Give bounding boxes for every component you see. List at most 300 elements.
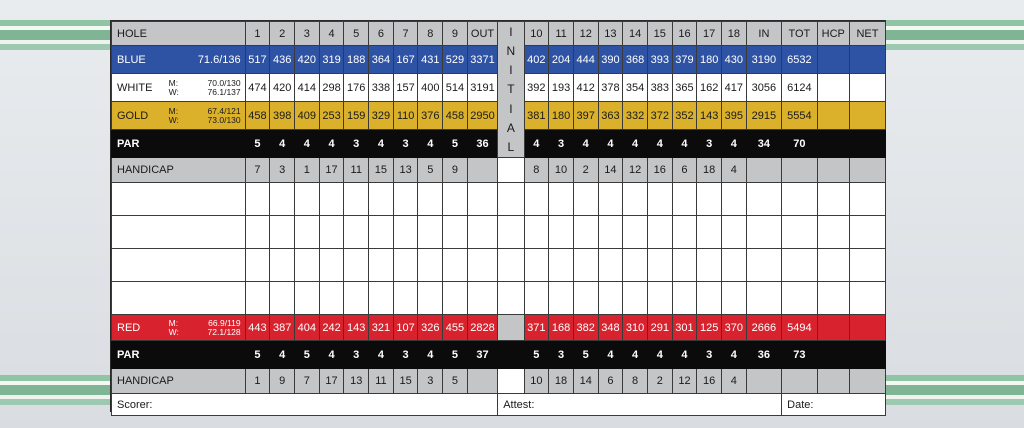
hole-number: 8 [418, 22, 443, 46]
total-yardage: 6124 [782, 74, 817, 102]
score-cell[interactable] [647, 249, 672, 282]
total-yardage: 5494 [782, 315, 817, 341]
score-cell[interactable] [498, 216, 524, 249]
par-out: 36 [467, 130, 497, 158]
par-cell: 4 [623, 130, 648, 158]
hole-number: 12 [573, 22, 598, 46]
par-cell: 4 [598, 341, 623, 369]
score-cell[interactable] [672, 249, 697, 282]
net-label: NET [849, 22, 885, 46]
yardage-cell: 110 [393, 102, 418, 130]
player-name-cell[interactable] [112, 216, 246, 249]
yardage-cell: 376 [418, 102, 443, 130]
score-cell[interactable] [697, 282, 722, 315]
score-cell[interactable] [672, 183, 697, 216]
yardage-cell: 321 [369, 315, 394, 341]
par-cell: 3 [393, 341, 418, 369]
net-cell[interactable] [849, 102, 885, 130]
total-yardage: 5554 [782, 102, 817, 130]
par-cell: 4 [270, 341, 295, 369]
score-cell[interactable] [647, 183, 672, 216]
yardage-cell: 409 [295, 102, 320, 130]
yardage-cell: 390 [598, 46, 623, 74]
score-cell[interactable] [295, 216, 320, 249]
yardage-cell: 363 [598, 102, 623, 130]
score-cell[interactable] [319, 249, 344, 282]
yardage-cell: 398 [270, 102, 295, 130]
yardage-cell: 378 [598, 74, 623, 102]
hole-number: 15 [647, 22, 672, 46]
par-cell: 4 [270, 130, 295, 158]
score-cell[interactable] [849, 216, 885, 249]
score-cell[interactable] [817, 183, 849, 216]
handicap-cell: 2 [573, 158, 598, 183]
par-cell: 5 [443, 341, 468, 369]
par-cell: 3 [344, 341, 369, 369]
handicap-in [746, 369, 781, 394]
score-cell[interactable] [746, 183, 781, 216]
yardage-cell: 348 [598, 315, 623, 341]
gender-label: M: [168, 317, 179, 328]
score-cell[interactable] [498, 282, 524, 315]
score-cell[interactable] [817, 216, 849, 249]
score-cell[interactable] [623, 249, 648, 282]
signature-row [112, 394, 886, 416]
yardage-cell: 414 [295, 74, 320, 102]
tee-name-cell-gold [112, 102, 246, 130]
score-cell[interactable] [849, 183, 885, 216]
score-cell[interactable] [467, 282, 497, 315]
yardage-cell: 352 [672, 102, 697, 130]
yardage-cell: 168 [549, 315, 574, 341]
score-cell[interactable] [598, 282, 623, 315]
score-cell[interactable] [647, 216, 672, 249]
handicap-cell: 13 [344, 369, 369, 394]
par-cell: 5 [245, 130, 270, 158]
hole-number: 17 [697, 22, 722, 46]
yardage-cell: 180 [549, 102, 574, 130]
score-cell[interactable] [245, 183, 270, 216]
score-cell[interactable] [598, 216, 623, 249]
handicap-cell: 6 [672, 158, 697, 183]
tee-name: WHITE [117, 81, 153, 94]
handicap-cell: 9 [443, 158, 468, 183]
par-cell: 3 [549, 341, 574, 369]
tee-rating-line [169, 88, 241, 97]
score-cell[interactable] [623, 216, 648, 249]
score-cell[interactable] [722, 216, 747, 249]
score-cell[interactable] [849, 249, 885, 282]
handicap-cell: 14 [573, 369, 598, 394]
tee-name: RED [117, 321, 141, 334]
net-cell[interactable] [849, 130, 885, 158]
score-cell[interactable] [319, 216, 344, 249]
score-cell[interactable] [245, 249, 270, 282]
yardage-cell: 392 [524, 74, 549, 102]
net-cell[interactable] [849, 341, 885, 369]
score-cell[interactable] [549, 216, 574, 249]
score-cell[interactable] [245, 282, 270, 315]
net-cell[interactable] [849, 74, 885, 102]
score-cell[interactable] [369, 216, 394, 249]
score-cell[interactable] [418, 183, 443, 216]
hole-label: HOLE [112, 22, 246, 46]
handicap-net [849, 158, 885, 183]
par-cell: 3 [344, 130, 369, 158]
yardage-cell: 319 [319, 46, 344, 74]
handicap-cell: 1 [295, 158, 320, 183]
score-cell[interactable] [782, 282, 817, 315]
par-cell: 5 [524, 341, 549, 369]
score-cell[interactable] [746, 249, 781, 282]
yardage-cell: 157 [393, 74, 418, 102]
handicap-cell: 17 [319, 158, 344, 183]
score-cell[interactable] [524, 216, 549, 249]
handicap-cell: 3 [270, 158, 295, 183]
score-cell[interactable] [498, 249, 524, 282]
yardage-cell: 387 [270, 315, 295, 341]
score-cell[interactable] [782, 216, 817, 249]
date-field[interactable]: Date: [782, 394, 886, 416]
score-cell[interactable] [443, 282, 468, 315]
score-cell[interactable] [443, 183, 468, 216]
par-cell: 4 [319, 341, 344, 369]
par-cell: 3 [697, 130, 722, 158]
handicap-cell: 4 [722, 158, 747, 183]
yardage-cell: 125 [697, 315, 722, 341]
initial-letter: A [506, 121, 515, 136]
initial-column[interactable] [498, 22, 524, 158]
yardage-cell: 338 [369, 74, 394, 102]
yardage-cell: 393 [647, 46, 672, 74]
par-cell: 4 [647, 130, 672, 158]
score-cell[interactable] [524, 282, 549, 315]
par-cell: 4 [418, 341, 443, 369]
score-cell[interactable] [393, 183, 418, 216]
score-cell[interactable] [443, 216, 468, 249]
handicap-cell: 15 [369, 158, 394, 183]
score-cell[interactable] [746, 216, 781, 249]
yardage-cell: 143 [697, 102, 722, 130]
handicap-in [746, 158, 781, 183]
handicap-cell: 4 [722, 369, 747, 394]
score-cell[interactable] [270, 183, 295, 216]
score-cell[interactable] [393, 216, 418, 249]
tee-name-cell-blue [112, 46, 246, 74]
score-cell[interactable] [344, 249, 369, 282]
par-cell: 4 [647, 341, 672, 369]
par-cell: 3 [549, 130, 574, 158]
in-yardage: 2915 [746, 102, 781, 130]
in-yardage: 2666 [746, 315, 781, 341]
player-name-cell[interactable] [112, 183, 246, 216]
yardage-cell: 383 [647, 74, 672, 102]
score-cell[interactable] [344, 282, 369, 315]
score-cell[interactable] [549, 282, 574, 315]
yardage-cell: 298 [319, 74, 344, 102]
attest-field[interactable]: Attest: [498, 394, 782, 416]
initial-cell[interactable] [498, 158, 524, 183]
hole-number: 7 [393, 22, 418, 46]
handicap-cell: 10 [549, 158, 574, 183]
handicap-cell: 8 [524, 158, 549, 183]
score-cell[interactable] [270, 282, 295, 315]
yardage-cell: 443 [245, 315, 270, 341]
score-cell[interactable] [817, 282, 849, 315]
hole-number: 18 [722, 22, 747, 46]
par-cell: 4 [295, 130, 320, 158]
yardage-cell: 455 [443, 315, 468, 341]
score-cell[interactable] [393, 249, 418, 282]
score-cell[interactable] [549, 249, 574, 282]
score-cell[interactable] [295, 249, 320, 282]
score-cell[interactable] [573, 216, 598, 249]
player-score-row [112, 183, 886, 216]
initial-cell[interactable] [498, 315, 524, 341]
score-cell[interactable] [369, 282, 394, 315]
hcp-cell[interactable] [817, 315, 849, 341]
handicap-row [112, 369, 886, 394]
yardage-cell: 417 [722, 74, 747, 102]
handicap-cell: 5 [443, 369, 468, 394]
handicap-tot [782, 369, 817, 394]
out-yardage: 2950 [467, 102, 497, 130]
tee-rating: 76.1/137 [207, 86, 241, 97]
par-cell: 4 [524, 130, 549, 158]
handicap-cell: 12 [672, 369, 697, 394]
handicap-cell: 11 [344, 158, 369, 183]
initial-letter: I [509, 63, 513, 78]
score-cell[interactable] [623, 282, 648, 315]
yardage-cell: 402 [524, 46, 549, 74]
tee-name-cell-white [112, 74, 246, 102]
gender-label: M: [168, 105, 179, 116]
yardage-cell: 381 [524, 102, 549, 130]
handicap-cell: 3 [418, 369, 443, 394]
yardage-cell: 420 [270, 74, 295, 102]
score-cell[interactable] [418, 216, 443, 249]
par-cell: 4 [672, 130, 697, 158]
score-cell[interactable] [319, 282, 344, 315]
yardage-cell: 368 [623, 46, 648, 74]
score-cell[interactable] [467, 183, 497, 216]
par-total: 73 [782, 341, 817, 369]
yardage-cell: 364 [369, 46, 394, 74]
player-score-row [112, 282, 886, 315]
hcp-label: HCP [817, 22, 849, 46]
score-cell[interactable] [672, 216, 697, 249]
score-cell[interactable] [393, 282, 418, 315]
score-cell[interactable] [573, 249, 598, 282]
score-cell[interactable] [270, 216, 295, 249]
yardage-cell: 370 [722, 315, 747, 341]
hcp-cell[interactable] [817, 130, 849, 158]
out-yardage: 3191 [467, 74, 497, 102]
yardage-cell: 444 [573, 46, 598, 74]
hcp-cell[interactable] [817, 74, 849, 102]
handicap-cell: 9 [270, 369, 295, 394]
score-cell[interactable] [443, 249, 468, 282]
handicap-cell: 12 [623, 158, 648, 183]
yardage-cell: 371 [524, 315, 549, 341]
yardage-cell: 420 [295, 46, 320, 74]
par-cell: 4 [598, 130, 623, 158]
handicap-cell: 10 [524, 369, 549, 394]
par-cell: 4 [319, 130, 344, 158]
hole-number: 10 [524, 22, 549, 46]
score-cell[interactable] [598, 183, 623, 216]
yardage-cell: 167 [393, 46, 418, 74]
initial-cell[interactable] [498, 369, 524, 394]
handicap-label: HANDICAP [112, 158, 246, 183]
initial-cell[interactable] [498, 341, 524, 369]
player-score-row [112, 249, 886, 282]
net-cell[interactable] [849, 315, 885, 341]
score-cell[interactable] [270, 249, 295, 282]
score-cell[interactable] [369, 249, 394, 282]
yardage-cell: 474 [245, 74, 270, 102]
tee-ratings [169, 319, 241, 337]
tee-rating: 70.0/130 [207, 77, 241, 88]
total-yardage: 6532 [782, 46, 817, 74]
score-cell[interactable] [849, 282, 885, 315]
score-cell[interactable] [697, 183, 722, 216]
handicap-cell: 7 [245, 158, 270, 183]
hcp-cell[interactable] [817, 102, 849, 130]
yardage-cell: 326 [418, 315, 443, 341]
score-cell[interactable] [573, 183, 598, 216]
initial-letter: I [509, 101, 513, 116]
handicap-cell: 5 [418, 158, 443, 183]
handicap-cell: 6 [598, 369, 623, 394]
score-cell[interactable] [319, 183, 344, 216]
yardage-cell: 412 [573, 74, 598, 102]
score-cell[interactable] [245, 216, 270, 249]
handicap-label: HANDICAP [112, 369, 246, 394]
score-cell[interactable] [573, 282, 598, 315]
par-cell: 4 [722, 130, 747, 158]
score-cell[interactable] [524, 183, 549, 216]
hole-number: 9 [443, 22, 468, 46]
par-in: 36 [746, 341, 781, 369]
score-cell[interactable] [722, 282, 747, 315]
score-cell[interactable] [418, 282, 443, 315]
yardage-cell: 242 [319, 315, 344, 341]
handicap-cell: 16 [697, 369, 722, 394]
par-cell: 4 [623, 341, 648, 369]
initial-letter: N [506, 43, 516, 58]
hcp-cell[interactable] [817, 46, 849, 74]
yardage-cell: 188 [344, 46, 369, 74]
yardage-cell: 253 [319, 102, 344, 130]
yardage-cell: 329 [369, 102, 394, 130]
score-cell[interactable] [817, 249, 849, 282]
net-cell[interactable] [849, 46, 885, 74]
hole-header-row [112, 22, 886, 46]
tee-rating-line [169, 328, 241, 337]
score-cell[interactable] [782, 183, 817, 216]
scorecard [110, 20, 886, 412]
par-cell: 3 [697, 341, 722, 369]
score-cell[interactable] [697, 249, 722, 282]
yardage-cell: 159 [344, 102, 369, 130]
gender-label: W: [168, 326, 179, 337]
score-cell[interactable] [672, 282, 697, 315]
score-cell[interactable] [746, 282, 781, 315]
hole-number: 1 [245, 22, 270, 46]
hole-number: 2 [270, 22, 295, 46]
yardage-cell: 458 [443, 102, 468, 130]
yardage-cell: 180 [697, 46, 722, 74]
score-cell[interactable] [598, 249, 623, 282]
score-cell[interactable] [467, 216, 497, 249]
tee-rating: 73.0/130 [207, 114, 241, 125]
par-cell: 5 [245, 341, 270, 369]
tee-name: BLUE [117, 53, 146, 66]
gender-label: M: [168, 77, 179, 88]
out-yardage: 2828 [467, 315, 497, 341]
par-out: 37 [467, 341, 497, 369]
initial-label [498, 22, 523, 157]
out-label: OUT [467, 22, 497, 46]
score-cell[interactable] [697, 216, 722, 249]
par-cell: 5 [295, 341, 320, 369]
handicap-cell: 1 [245, 369, 270, 394]
handicap-cell: 18 [697, 158, 722, 183]
score-cell[interactable] [344, 183, 369, 216]
score-cell[interactable] [782, 249, 817, 282]
hcp-cell[interactable] [817, 341, 849, 369]
yardage-cell: 514 [443, 74, 468, 102]
score-cell[interactable] [295, 282, 320, 315]
yardage-cell: 430 [722, 46, 747, 74]
tee-rating: 71.6/136 [197, 53, 241, 66]
score-cell[interactable] [722, 249, 747, 282]
yardage-cell: 301 [672, 315, 697, 341]
handicap-net [849, 369, 885, 394]
yardage-cell: 310 [623, 315, 648, 341]
score-cell[interactable] [498, 183, 524, 216]
score-cell[interactable] [344, 216, 369, 249]
score-cell[interactable] [623, 183, 648, 216]
score-cell[interactable] [722, 183, 747, 216]
player-name-cell[interactable] [112, 282, 246, 315]
in-label: IN [746, 22, 781, 46]
tee-label-white [117, 79, 245, 97]
score-cell[interactable] [369, 183, 394, 216]
score-cell[interactable] [549, 183, 574, 216]
player-score-row [112, 216, 886, 249]
par-cell: 3 [393, 130, 418, 158]
tee-rating: 67.4/121 [207, 105, 241, 116]
yardage-cell: 291 [647, 315, 672, 341]
par-label: PAR [112, 130, 246, 158]
score-cell[interactable] [295, 183, 320, 216]
score-cell[interactable] [467, 249, 497, 282]
score-cell[interactable] [418, 249, 443, 282]
hole-number: 13 [598, 22, 623, 46]
par-cell: 5 [573, 341, 598, 369]
hole-number: 5 [344, 22, 369, 46]
tee-label-blue [117, 54, 245, 66]
handicap-cell: 13 [393, 158, 418, 183]
player-name-cell[interactable] [112, 249, 246, 282]
score-cell[interactable] [524, 249, 549, 282]
scorer-field[interactable]: Scorer: [112, 394, 498, 416]
yardage-cell: 176 [344, 74, 369, 102]
score-cell[interactable] [647, 282, 672, 315]
hole-number: 14 [623, 22, 648, 46]
